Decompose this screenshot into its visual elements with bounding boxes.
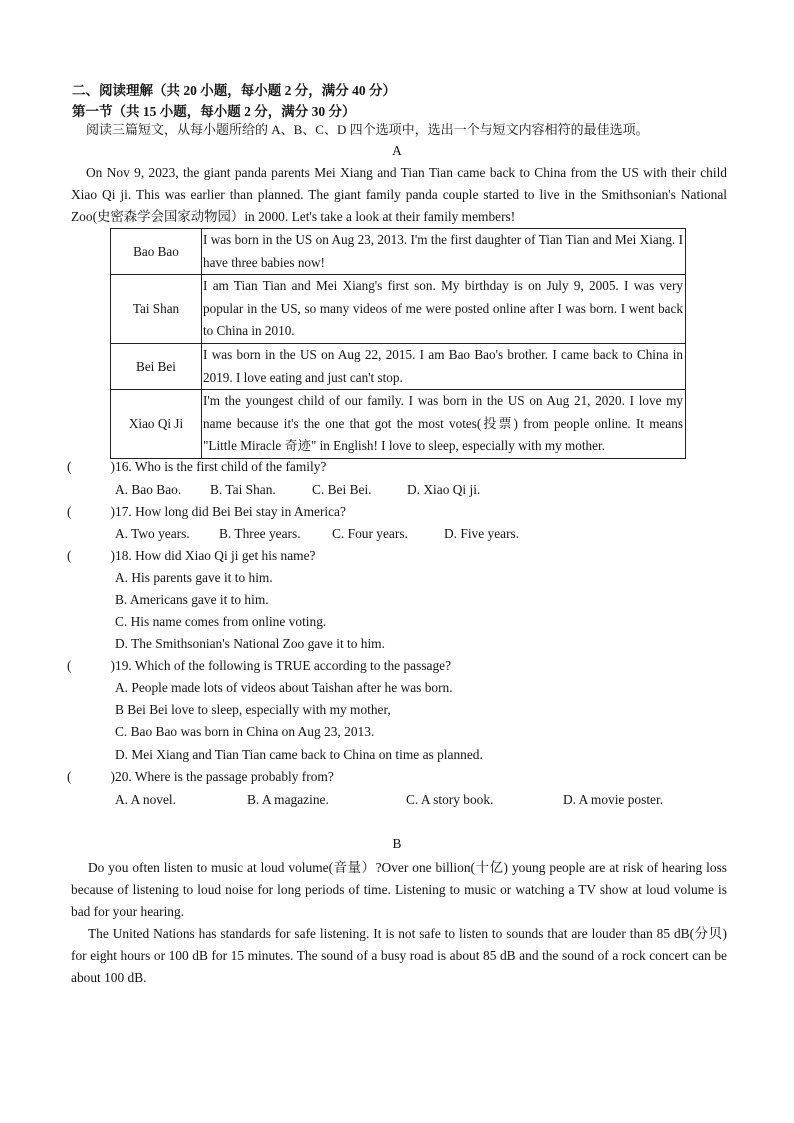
member-description: I was born in the US on Aug 22, 2015. I am Bao Bao's brother. I came back to China in 2019. I love eating and just can't stop. bbox=[202, 343, 686, 389]
answer-paren-open: ( bbox=[67, 548, 72, 563]
answer-blank[interactable]: ) bbox=[110, 658, 115, 673]
option-c[interactable]: C. A story book. bbox=[406, 792, 494, 807]
option-c[interactable]: C. His name comes from online voting. bbox=[115, 614, 327, 629]
passage-b-label: B bbox=[392, 836, 402, 851]
member-name: Bao Bao bbox=[111, 229, 202, 275]
table-row bbox=[111, 343, 686, 389]
family-members-table bbox=[110, 228, 686, 459]
answer-blank[interactable]: ) bbox=[110, 459, 115, 474]
subsection-heading: 第一节（共 15 小题，每小题 2 分，满分 30 分） bbox=[72, 104, 356, 119]
option-c[interactable]: C. Bei Bei. bbox=[312, 482, 372, 497]
question-stem: 19. Which of the following is TRUE according to the passage? bbox=[115, 658, 452, 673]
option-c[interactable]: C. Bao Bao was born in China on Aug 23, 2013. bbox=[115, 724, 375, 739]
option-b[interactable]: B. Tai Shan. bbox=[210, 482, 276, 497]
member-description: I was born in the US on Aug 23, 2013. I'm the first daughter of Tian Tian and Mei Xiang. I have three babies now! bbox=[202, 229, 686, 275]
answer-paren-open: ( bbox=[67, 769, 72, 784]
answer-paren-open: ( bbox=[67, 658, 72, 673]
answer-paren-open: ( bbox=[67, 504, 72, 519]
option-a[interactable]: A. People made lots of videos about Taishan after he was born. bbox=[115, 680, 453, 695]
question-stem: 16. Who is the first child of the family? bbox=[115, 459, 327, 474]
question-16 bbox=[67, 459, 326, 475]
member-name: Tai Shan bbox=[111, 275, 202, 344]
option-a[interactable]: A. Two years. bbox=[115, 526, 190, 541]
passage-a-intro: On Nov 9, 2023, the giant panda parents Mei Xiang and Tian Tian came back to China from the US with their child Xiao Qi ji. This was earlier than planned. The giant family panda couple started to live in the Smithsonian's National Zoo(史密森学会国家动物园）in 2000. Let's take a look at their family members! bbox=[71, 165, 727, 225]
option-d[interactable]: D. Five years. bbox=[444, 526, 520, 541]
member-description: I'm the youngest child of our family. I was born in the US on Aug 21, 2020. I love my name because it's the one that got the most votes(投票) from people online. It means "Little Miracle 奇迹" in English! I love to sleep, especially with my mother. bbox=[202, 390, 686, 459]
member-name: Xiao Qi Ji bbox=[111, 390, 202, 459]
instructions: 阅读三篇短文，从每小题所给的 A、B、C、D 四个选项中，选出一个与短文内容相符的最佳选项。 bbox=[86, 122, 649, 137]
option-a[interactable]: A. Bao Bao. bbox=[115, 482, 182, 497]
question-stem: 18. How did Xiao Qi ji get his name? bbox=[115, 548, 316, 563]
table-row bbox=[111, 390, 686, 459]
option-d[interactable]: D. Xiao Qi ji. bbox=[407, 482, 481, 497]
option-a[interactable]: A. His parents gave it to him. bbox=[115, 570, 273, 585]
question-stem: 20. Where is the passage probably from? bbox=[115, 769, 334, 784]
option-b[interactable]: B. Americans gave it to him. bbox=[115, 592, 269, 607]
answer-paren-open: ( bbox=[67, 459, 72, 474]
option-b[interactable]: B Bei Bei love to sleep, especially with my mother, bbox=[115, 702, 391, 717]
member-name: Bei Bei bbox=[111, 343, 202, 389]
question-17 bbox=[67, 504, 346, 520]
question-19 bbox=[67, 658, 451, 674]
option-b[interactable]: B. A magazine. bbox=[247, 792, 329, 807]
option-d[interactable]: D. A movie poster. bbox=[563, 792, 664, 807]
member-description: I am Tian Tian and Mei Xiang's first son. My birthday is on July 9, 2005. I was very popular in the US, so many videos of me were posted online after I was born. I went back to China in 2010. bbox=[202, 275, 686, 344]
passage-a-label: A bbox=[392, 143, 402, 158]
question-18 bbox=[67, 548, 315, 564]
option-a[interactable]: A. A novel. bbox=[115, 792, 177, 807]
answer-blank[interactable]: ) bbox=[110, 504, 115, 519]
question-stem: 17. How long did Bei Bei stay in America? bbox=[115, 504, 346, 519]
option-d[interactable]: D. Mei Xiang and Tian Tian came back to China on time as planned. bbox=[115, 747, 483, 762]
answer-blank[interactable]: ) bbox=[110, 769, 115, 784]
answer-blank[interactable]: ) bbox=[110, 548, 115, 563]
option-c[interactable]: C. Four years. bbox=[332, 526, 408, 541]
passage-b-paragraph: The United Nations has standards for safe listening. It is not safe to listen to sounds that are louder than 85 dB(分贝) for eight hours or 100 dB for 15 minutes. The sound of a busy road is about 85 dB and the sound of a rock concert can be about 100 dB. bbox=[71, 926, 727, 986]
table-row bbox=[111, 229, 686, 275]
passage-b-paragraph: Do you often listen to music at loud volume(音量）?Over one billion(十亿) young people are at risk of hearing loss because of listening to loud noise for long periods of time. Listening to music or watching a TV show at loud volume is bad for your hearing. bbox=[71, 860, 727, 920]
option-b[interactable]: B. Three years. bbox=[219, 526, 301, 541]
question-20 bbox=[67, 769, 334, 785]
table-row bbox=[111, 275, 686, 344]
section-heading: 二、阅读理解（共 20 小题，每小题 2 分，满分 40 分） bbox=[72, 83, 396, 98]
option-d[interactable]: D. The Smithsonian's National Zoo gave it to him. bbox=[115, 636, 385, 651]
